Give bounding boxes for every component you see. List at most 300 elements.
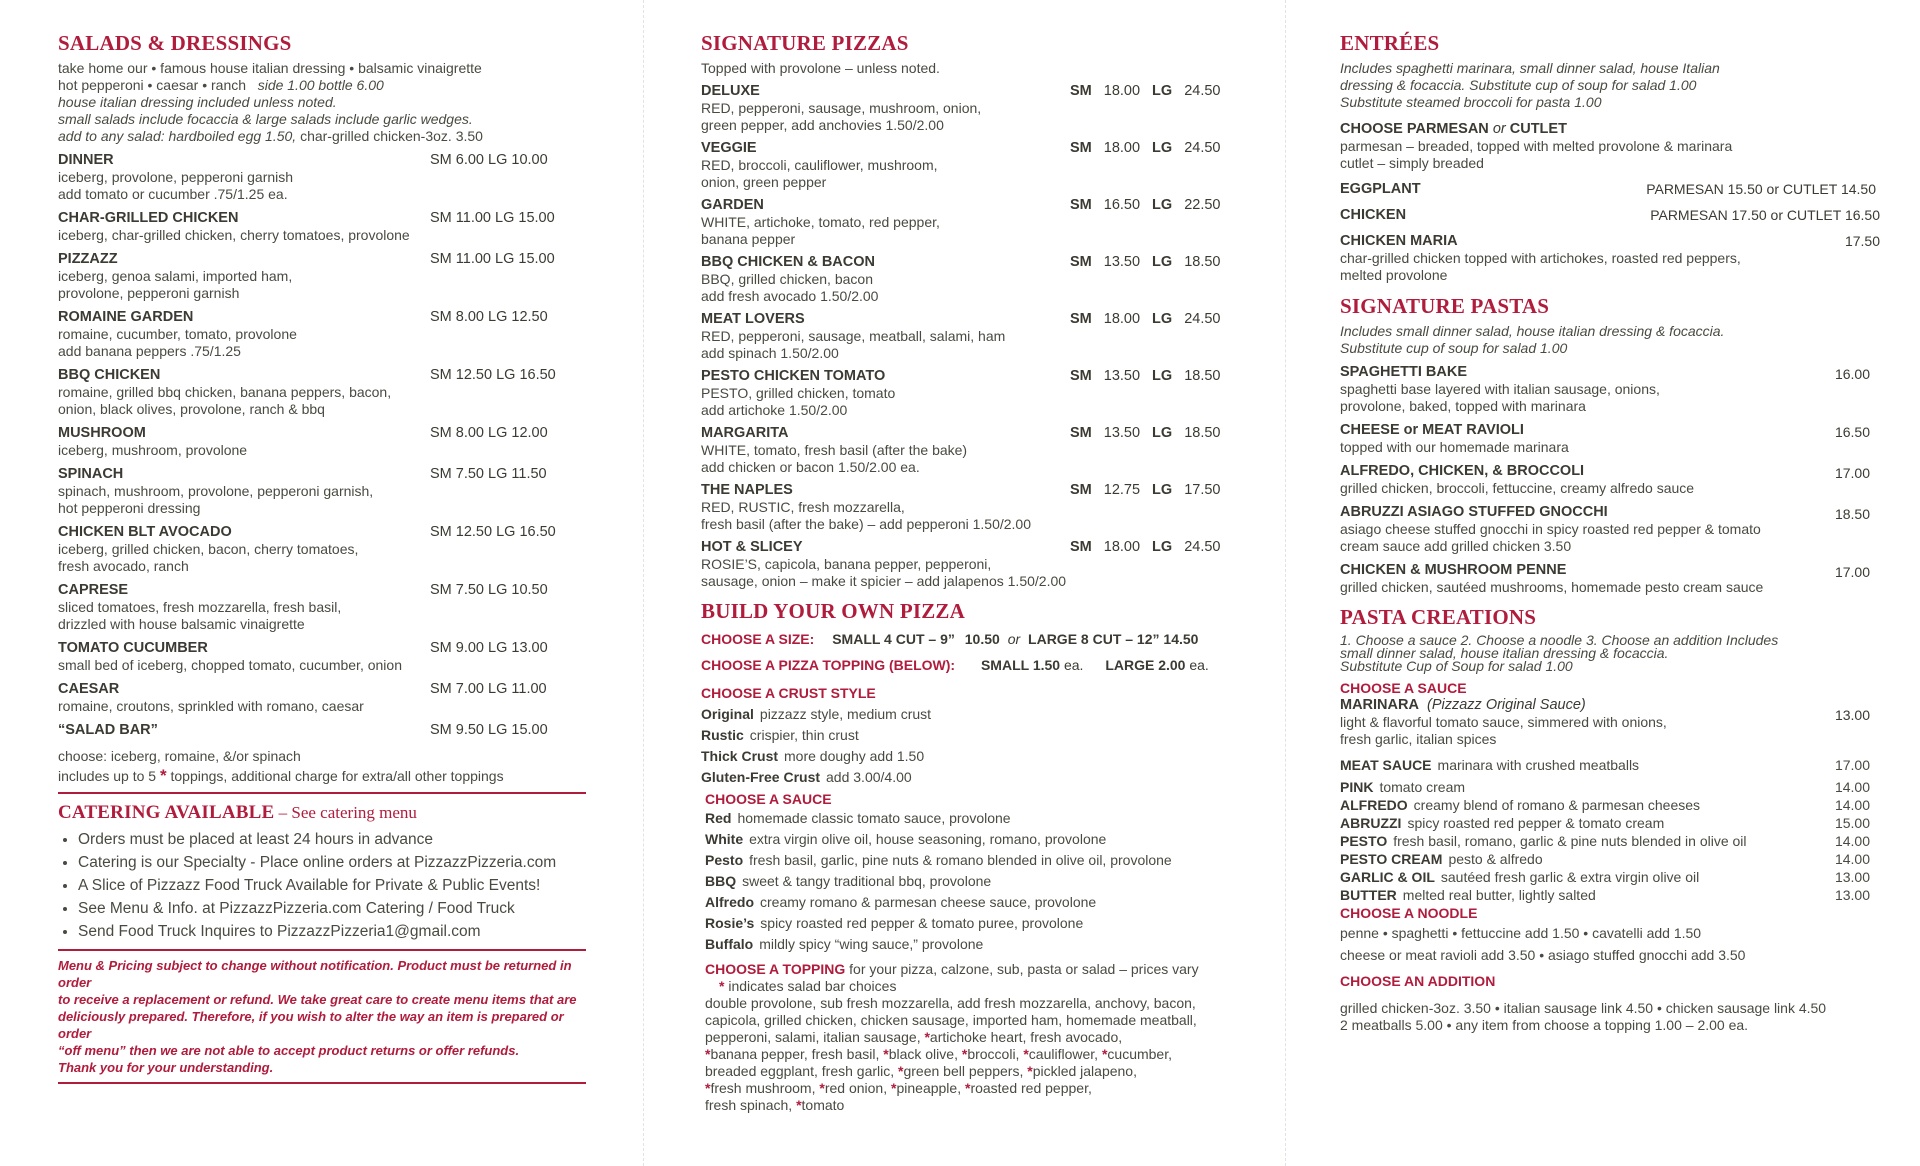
item-name: VEGGIE (701, 140, 757, 156)
step-line: small dinner salad, house italian dressing & focaccia. (1340, 645, 1669, 661)
price-large: 24.50 (1184, 83, 1221, 99)
menu-item-salad (58, 640, 588, 674)
step-line: 1. Choose a sauce 2. Choose a noodle 3. Choose an addition Includes (1340, 632, 1779, 648)
price-small: 13.50 (1103, 368, 1141, 384)
item-description: asiago cheese stuffed gnocchi in spicy roasted red pepper & tomato (1340, 521, 1761, 537)
sauce-price: 17.00 (1834, 757, 1870, 773)
item-price: SM 9.00 LG 13.00 (430, 640, 548, 656)
menu-item-salad (58, 251, 588, 302)
price-large: 24.50 (1184, 140, 1221, 156)
sauce-option (705, 934, 1256, 955)
crust-option (701, 746, 1256, 767)
price-large: 24.50 (1184, 539, 1221, 555)
pizza-sauce-list (705, 808, 1256, 955)
menu-item-salad (58, 582, 588, 633)
item-description: light & flavorful tomato sauce, simmered with onions, (1340, 714, 1667, 730)
item-description: sausage, onion – make it spicier – add jalapenos 1.50/2.00 (701, 573, 1067, 589)
item-name: SPINACH (58, 466, 124, 482)
item-name: PESTO CHICKEN TOMATO (701, 368, 886, 384)
item-description: char-grilled chicken topped with artichokes, roasted red peppers, (1340, 250, 1741, 266)
salad-bar-star-icon: * (819, 1080, 825, 1096)
price-small: 13.50 (1103, 425, 1141, 441)
menu-item-salad (58, 210, 588, 244)
choose-parmesan-cutlet: CHOOSE PARMESAN or CUTLET parmesan – breaded, topped with melted provolone & marinara cutlet – simply breaded (1340, 121, 1880, 172)
addition-heading: CHOOSE AN ADDITION (1340, 973, 1496, 989)
price-large: 22.50 (1184, 197, 1221, 213)
item-price (1070, 254, 1220, 271)
pasta-sauce-option (1340, 814, 1880, 832)
section-title-pizzas: SIGNATURE PIZZAS (701, 31, 909, 55)
item-price (1070, 197, 1220, 214)
item-description: spaghetti base layered with italian sausage, onions, (1340, 381, 1660, 397)
topping-line: *fresh mushroom, *red onion, *pineapple, *roasted red pepper, (705, 1080, 1092, 1096)
entrees-intro (1340, 60, 1880, 111)
item-price: SM 9.50 LG 15.00 (430, 722, 548, 738)
section-title-pastas: SIGNATURE PASTAS (1340, 294, 1550, 318)
topping-line: fresh spinach, *tomato (705, 1097, 845, 1113)
crust-description: add 3.00/4.00 (826, 769, 912, 785)
crust-name: Gluten-Free Crust (701, 769, 821, 785)
item-price (1070, 482, 1220, 499)
size-label: SM (1070, 425, 1092, 441)
salad-bar-star-icon: * (924, 1029, 930, 1045)
item-description: cream sauce add grilled chicken 3.50 (1340, 538, 1572, 554)
crust-option (701, 704, 1256, 725)
sauce-description: spicy roasted red pepper & tomato cream (1407, 815, 1665, 831)
item-name: CHICKEN & MUSHROOM PENNE (1340, 562, 1567, 578)
pasta-sauce-option (1340, 850, 1880, 868)
menu-item-pizza (701, 311, 1256, 362)
menu-item-pasta (1340, 364, 1880, 415)
sauce-name: PESTO CREAM (1340, 851, 1443, 867)
item-name: ALFREDO, CHICKEN, & BROCCOLI (1340, 463, 1585, 479)
creations-sauce-heading: CHOOSE A SAUCE (1340, 680, 1467, 696)
menu-item-salad (58, 681, 588, 715)
item-description: fresh avocado, ranch (58, 558, 189, 574)
step-line: Substitute Cup of Soup for salad 1.00 (1340, 658, 1573, 674)
item-description: RED, pepperoni, sausage, meatball, salami, ham (701, 328, 1006, 344)
addition-line: grilled chicken-3oz. 3.50 • italian sausage link 4.50 • chicken sausage link 4.50 (1340, 1000, 1827, 1016)
section-title-creations: PASTA CREATIONS (1340, 605, 1537, 629)
topping-line: capicola, grilled chicken, chicken sausage, imported ham, homemade meatball, (705, 1012, 1197, 1028)
sauce-option (705, 829, 1256, 850)
menu-item-salad (58, 722, 588, 739)
size-label: LG (1152, 83, 1173, 99)
sauce-name: Alfredo (705, 894, 754, 910)
disclaimer (58, 957, 588, 1076)
item-description: sliced tomatoes, fresh mozzarella, fresh basil, (58, 599, 342, 615)
item-name: TOMATO CUCUMBER (58, 640, 208, 656)
item-description: melted provolone (1340, 267, 1448, 283)
item-price: SM 11.00 LG 15.00 (430, 210, 555, 226)
item-name: DELUXE (701, 83, 760, 99)
crust-name: Original (701, 706, 754, 722)
size-label: LG (1152, 539, 1173, 555)
item-name: DINNER (58, 152, 114, 168)
item-price: 17.00 (1834, 564, 1870, 580)
disclaimer-line: Thank you for your understanding. (58, 1060, 274, 1075)
item-description: fresh basil (after the bake) – add pepperoni 1.50/2.00 (701, 516, 1031, 532)
topping-price-row: CHOOSE A PIZZA TOPPING (BELOW): SMALL 1.50 ea. LARGE 2.00 ea. (701, 657, 1209, 673)
item-description: RED, RUSTIC, fresh mozzarella, (701, 499, 905, 515)
price-large: 18.50 (1184, 425, 1221, 441)
divider-line (58, 1082, 586, 1084)
topping-line: double provolone, sub fresh mozzarella, add fresh mozzarella, anchovy, bacon, (705, 995, 1196, 1011)
column-pizzas (701, 30, 1256, 1114)
menu-item-salad (58, 524, 588, 575)
creations-steps (1340, 634, 1880, 673)
item-price (1070, 425, 1220, 442)
menu-item-pizza (701, 140, 1256, 191)
salad-list (58, 152, 588, 739)
item-price: SM 7.00 LG 11.00 (430, 681, 547, 697)
noodle-list (1340, 922, 1880, 966)
item-price: 18.50 (1834, 506, 1870, 522)
sauce-description: creamy romano & parmesan cheese sauce, provolone (760, 894, 1097, 910)
column-salads (58, 30, 588, 1090)
menu-item-pizza (701, 83, 1256, 134)
divider-line (58, 949, 586, 951)
addition-list (1340, 1000, 1880, 1034)
crust-description: crispier, thin crust (749, 727, 859, 743)
sauce-name: BBQ (705, 873, 737, 889)
disclaimer-line: “off menu” then we are not able to accept product returns or offer refunds. (58, 1043, 520, 1058)
menu-item-chicken-maria: CHICKEN MARIA 17.50 char-grilled chicken topped with artichokes, roasted red peppers, melted provolone (1340, 233, 1880, 283)
item-description: RED, broccoli, cauliflower, mushroom, (701, 157, 938, 173)
column-divider (643, 0, 644, 1166)
price-large: 18.50 (1184, 368, 1221, 384)
item-name: CAPRESE (58, 582, 129, 598)
item-price: 16.00 (1834, 366, 1870, 382)
salad-bar-star-icon: * (159, 766, 167, 785)
item-name: CHAR-GRILLED CHICKEN (58, 210, 239, 226)
item-description: iceberg, genoa salami, imported ham, (58, 268, 293, 284)
sauce-description: fresh basil, garlic, pine nuts & romano blended in olive oil, provolone (749, 852, 1172, 868)
section-title-salads: SALADS & DRESSINGS (58, 31, 292, 55)
sauce-description: creamy blend of romano & parmesan cheeses (1413, 797, 1701, 813)
salad-bar-star-icon: * (964, 1080, 971, 1096)
topping-line: breaded eggplant, fresh garlic, *green bell peppers, *pickled jalapeno, (705, 1063, 1137, 1079)
catering-bullet: • See Menu & Info. at PizzazzPizzeria.com Catering / Food Truck (78, 897, 588, 920)
pasta-sauce-option (1340, 752, 1880, 778)
item-description: PESTO, grilled chicken, tomato (701, 385, 896, 401)
intro-line: Substitute cup of soup for salad 1.00 (1340, 340, 1568, 356)
intro-line: Includes spaghetti marinara, small dinner salad, house Italian (1340, 60, 1720, 76)
sauce-description: sweet & tangy traditional bbq, provolone (742, 873, 992, 889)
size-row: CHOOSE A SIZE: SMALL 4 CUT – 9” 10.50 or LARGE 8 CUT – 12” 14.50 (701, 631, 1199, 647)
salad-bar-star-icon: * (719, 978, 725, 994)
salad-bar-star-icon: * (1027, 1063, 1033, 1079)
item-name: HOT & SLICEY (701, 539, 803, 555)
item-name: BBQ CHICKEN & BACON (701, 254, 875, 270)
item-name: MEAT LOVERS (701, 311, 805, 327)
divider-line (58, 792, 586, 794)
item-description: fresh garlic, italian spices (1340, 731, 1497, 747)
item-description: onion, black olives, provolone, ranch & bbq (58, 401, 325, 417)
pasta-sauce-option (1340, 832, 1880, 850)
item-description: romaine, croutons, sprinkled with romano, caesar (58, 698, 364, 714)
catering-bullet: • Send Food Truck Inquires to PizzazzPizzeria1@gmail.com (78, 920, 588, 943)
price-small: 18.00 (1103, 311, 1141, 327)
noodle-line: cheese or meat ravioli add 3.50 • asiago stuffed gnocchi add 3.50 (1340, 947, 1746, 963)
sauce-heading: CHOOSE A SAUCE (705, 791, 832, 807)
item-description: parmesan – breaded, topped with melted provolone & marinara (1340, 138, 1733, 154)
pizza-list (701, 83, 1256, 590)
size-label: LG (1152, 368, 1173, 384)
item-price: 17.00 (1834, 465, 1870, 481)
price-small: 13.50 (1103, 254, 1141, 270)
menu-item-pasta (1340, 562, 1880, 596)
sauce-price: 13.00 (1834, 887, 1870, 903)
topping-section: CHOOSE A TOPPING for your pizza, calzone, sub, pasta or salad – prices vary * indicates salad bar choices double provolone, sub fresh mozzarella, add fresh mozzarella, anchovy, bacon, capicola, grilled chicken, chicken sausage, imported ham, homemade meatball, pepperoni, salami, italian sausage, *artichoke heart, fresh avocado, *banana pepper, fresh basil, *black olive, *broccoli, *cauliflower, *cucumber, breaded eggplant, fresh garlic, *green bell peppers, *pickled jalapeno, *fresh mushroom, *red onion, *pineapple, *roasted red pepper, fresh spinach, *tomato (705, 960, 1256, 1114)
crust-name: Thick Crust (701, 748, 779, 764)
item-description: grilled chicken, broccoli, fettuccine, creamy alfredo sauce (1340, 480, 1695, 496)
item-description: ROSIE’S, capicola, banana pepper, pepperoni, (701, 556, 992, 572)
sauce-name: PESTO (1340, 833, 1388, 849)
intro-line: Includes small dinner salad, house italian dressing & focaccia. (1340, 323, 1725, 339)
salad-bar-star-icon: * (1101, 1046, 1108, 1062)
item-name: GARDEN (701, 197, 764, 213)
disclaimer-line: deliciously prepared. Therefore, if you wish to alter the way an item is prepared or order (58, 1009, 564, 1041)
menu-item-pizza (701, 539, 1256, 590)
item-price: SM 6.00 LG 10.00 (430, 152, 548, 168)
item-description: add fresh avocado 1.50/2.00 (701, 288, 879, 304)
item-description: add banana peppers .75/1.25 (58, 343, 241, 359)
menu-item-eggplant: EGGPLANT PARMESAN 15.50 or CUTLET 14.50 (1340, 181, 1876, 197)
size-label: LG (1152, 311, 1173, 327)
sauce-price: 14.00 (1834, 833, 1870, 849)
item-description: RED, pepperoni, sausage, mushroom, onion, (701, 100, 982, 116)
item-description: provolone, pepperoni garnish (58, 285, 240, 301)
menu-item-pizza (701, 197, 1256, 248)
sauce-option (705, 850, 1256, 871)
sauce-description: spicy roasted red pepper & tomato puree, provolone (760, 915, 1084, 931)
crust-heading: CHOOSE A CRUST STYLE (701, 685, 876, 701)
catering-bullet: • A Slice of Pizzazz Food Truck Available for Private & Public Events! (78, 874, 588, 897)
catering-bullet: • Catering is our Specialty - Place online orders at PizzazzPizzeria.com (78, 851, 588, 874)
price-small: 16.50 (1103, 197, 1141, 213)
disclaimer-line: Menu & Pricing subject to change without notification. Product must be returned in order (58, 958, 572, 990)
size-label: LG (1152, 140, 1173, 156)
item-price: SM 11.00 LG 15.00 (430, 251, 555, 267)
sauce-name: PINK (1340, 779, 1374, 795)
item-description: WHITE, artichoke, tomato, red pepper, (701, 214, 940, 230)
item-price (1070, 368, 1220, 385)
sauce-price: 14.00 (1834, 797, 1870, 813)
price-large: 24.50 (1184, 311, 1221, 327)
salads-intro: take home our • famous house italian dressing • balsamic vinaigrette hot pepperoni • caesar • ranch side 1.00 bottle 6.00 house italian dressing included unless noted. small salads include focaccia & large salads include garlic wedges. add to any salad: hardboiled egg 1.50, char-grilled chicken-3oz. 3.50 (58, 60, 483, 144)
menu-item-salad (58, 466, 588, 517)
item-name: ROMAINE GARDEN (58, 309, 194, 325)
item-name: CAESAR (58, 681, 120, 697)
item-description: iceberg, provolone, pepperoni garnish (58, 169, 294, 185)
section-title-byo: BUILD YOUR OWN PIZZA (701, 599, 965, 623)
item-price (1070, 83, 1220, 100)
price-small: 18.00 (1103, 83, 1141, 99)
menu-item-pasta (1340, 422, 1880, 456)
item-description: romaine, grilled bbq chicken, banana peppers, bacon, (58, 384, 392, 400)
item-description: hot pepperoni dressing (58, 500, 201, 516)
crust-description: pizzazz style, medium crust (759, 706, 932, 722)
intro-line: dressing & focaccia. Substitute cup of soup for salad 1.00 (1340, 77, 1697, 93)
menu-item-pizza (701, 482, 1256, 533)
menu-item-salad (58, 367, 588, 418)
salad-bar-star-icon: * (898, 1063, 904, 1079)
topping-line: pepperoni, salami, italian sausage, *artichoke heart, fresh avocado, (705, 1029, 1123, 1045)
sauce-description: sautéed fresh garlic & extra virgin olive oil (1440, 869, 1700, 885)
sauce-name: MEAT SAUCE (1340, 757, 1432, 773)
sauce-name: GARLIC & OIL (1340, 869, 1435, 885)
price-large: 17.50 (1184, 482, 1221, 498)
sauce-description: marinara with crushed meatballs (1437, 757, 1640, 773)
menu-item-pizza (701, 425, 1256, 476)
item-name: MUSHROOM (58, 425, 146, 441)
item-price: SM 8.00 LG 12.50 (430, 309, 548, 325)
noodle-heading: CHOOSE A NOODLE (1340, 905, 1478, 921)
price-small: 18.00 (1103, 140, 1141, 156)
size-label: LG (1152, 254, 1173, 270)
intro-line: Substitute steamed broccoli for pasta 1.00 (1340, 94, 1602, 110)
sauce-description: fresh basil, romano, garlic & pine nuts blended in olive oil (1393, 833, 1747, 849)
sauce-description: tomato cream (1379, 779, 1466, 795)
menu-item-pasta (1340, 463, 1880, 497)
item-description: spinach, mushroom, provolone, pepperoni garnish, (58, 483, 374, 499)
salad-bar-star-icon: * (705, 1080, 711, 1096)
sauce-name: Buffalo (705, 936, 754, 952)
pasta-sauce-option (1340, 796, 1880, 814)
item-price: SM 12.50 LG 16.50 (430, 367, 556, 383)
item-price (1070, 140, 1220, 157)
menu-item-pizza (701, 368, 1256, 419)
item-description: topped with our homemade marinara (1340, 439, 1569, 455)
item-name: ABRUZZI ASIAGO STUFFED GNOCCHI (1340, 504, 1608, 520)
size-label: SM (1070, 254, 1092, 270)
sauce-name: BUTTER (1340, 887, 1397, 903)
sauce-name: ABRUZZI (1340, 815, 1402, 831)
item-description: grilled chicken, sautéed mushrooms, homemade pesto cream sauce (1340, 579, 1764, 595)
menu-item-chicken: CHICKEN PARMESAN 17.50 or CUTLET 16.50 (1340, 207, 1880, 223)
item-description: WHITE, tomato, fresh basil (after the bake) (701, 442, 968, 458)
salad-bar-star-icon: * (1023, 1046, 1029, 1062)
pizzas-intro: Topped with provolone – unless noted. (701, 60, 940, 76)
size-label: SM (1070, 83, 1092, 99)
salad-bar-star-icon: * (705, 1046, 711, 1062)
pasta-sauce-option (1340, 868, 1880, 886)
column-divider (1285, 0, 1286, 1166)
sauce-price: 14.00 (1834, 779, 1870, 795)
item-description: add tomato or cucumber .75/1.25 ea. (58, 186, 288, 202)
crust-list (701, 704, 1256, 788)
sauce-name: White (705, 831, 744, 847)
menu-item-salad (58, 152, 588, 203)
crust-option (701, 725, 1256, 746)
item-name: CHEESE or MEAT RAVIOLI (1340, 422, 1524, 438)
item-description: BBQ, grilled chicken, bacon (701, 271, 873, 287)
topping-line: *banana pepper, fresh basil, *black olive, *broccoli, *cauliflower, *cucumber, (705, 1046, 1172, 1062)
menu-item-salad (58, 309, 588, 360)
item-description: add chicken or bacon 1.50/2.00 ea. (701, 459, 920, 475)
section-title-entrees: ENTRÉES (1340, 31, 1440, 55)
creation-sauce-list (1340, 752, 1880, 904)
addition-line: 2 meatballs 5.00 • any item from choose a topping 1.00 – 2.00 ea. (1340, 1017, 1749, 1033)
item-name: MARGARITA (701, 425, 789, 441)
catering-bullet: • Orders must be placed at least 24 hours in advance (78, 828, 588, 851)
item-name: BBQ CHICKEN (58, 367, 161, 383)
item-name: THE NAPLES (701, 482, 793, 498)
pasta-sauce-option (1340, 778, 1880, 796)
crust-option (701, 767, 1256, 788)
disclaimer-line: to receive a replacement or refund. We take great care to create menu items that are (58, 992, 577, 1007)
pasta-sauce-option (1340, 886, 1880, 904)
item-name: SPAGHETTI BAKE (1340, 364, 1468, 380)
item-price: SM 7.50 LG 10.50 (430, 582, 548, 598)
menu-item-pizza (701, 254, 1256, 305)
item-description: add artichoke 1.50/2.00 (701, 402, 848, 418)
size-label: SM (1070, 140, 1092, 156)
salad-bar-star-icon: * (883, 1046, 889, 1062)
item-description: romaine, cucumber, tomato, provolone (58, 326, 297, 342)
crust-name: Rustic (701, 727, 744, 743)
item-price: SM 12.50 LG 16.50 (430, 524, 556, 540)
column-entrees (1340, 30, 1880, 1034)
item-description: small bed of iceberg, chopped tomato, cucumber, onion (58, 657, 402, 673)
item-name: “SALAD BAR” (58, 722, 158, 738)
item-description: provolone, baked, topped with marinara (1340, 398, 1586, 414)
crust-description: more doughy add 1.50 (784, 748, 925, 764)
item-description: onion, green pepper (701, 174, 827, 190)
sauce-price: 14.00 (1834, 851, 1870, 867)
item-description: green pepper, add anchovies 1.50/2.00 (701, 117, 944, 133)
sauce-description: mildly spicy “wing sauce,” provolone (759, 936, 984, 952)
item-name: CHICKEN BLT AVOCADO (58, 524, 232, 540)
item-name: PIZZAZZ (58, 251, 118, 267)
sauce-description: pesto & alfredo (1448, 851, 1543, 867)
size-label: SM (1070, 311, 1092, 327)
sauce-name: Rosie’s (705, 915, 755, 931)
sauce-description: homemade classic tomato sauce, provolone (737, 810, 1011, 826)
salad-bar-star-icon: * (796, 1097, 802, 1113)
sauce-name: ALFREDO (1340, 797, 1408, 813)
size-label: LG (1152, 482, 1173, 498)
size-label: SM (1070, 539, 1092, 555)
item-description: iceberg, char-grilled chicken, cherry tomatoes, provolone (58, 227, 410, 243)
noodle-line: penne • spaghetti • fettuccine add 1.50 • cavatelli add 1.50 (1340, 925, 1702, 941)
item-price (1070, 311, 1220, 328)
size-label: LG (1152, 197, 1173, 213)
size-label: SM (1070, 368, 1092, 384)
toppings-list (705, 995, 1256, 1114)
price-small: 18.00 (1103, 539, 1141, 555)
sauce-description: melted real butter, lightly salted (1402, 887, 1596, 903)
pastas-intro (1340, 323, 1880, 357)
item-price: SM 7.50 LG 11.50 (430, 466, 547, 482)
sauce-price: 13.00 (1834, 869, 1870, 885)
sauce-option (705, 892, 1256, 913)
salad-bar-star-icon: * (891, 1080, 897, 1096)
sauce-option (705, 913, 1256, 934)
size-label: LG (1152, 425, 1173, 441)
catering-heading: CATERING AVAILABLE – See catering menu (58, 802, 417, 823)
sauce-option (705, 808, 1256, 829)
price-small: 12.75 (1103, 482, 1141, 498)
pasta-list (1340, 364, 1880, 596)
sauce-option (705, 871, 1256, 892)
item-description: add spinach 1.50/2.00 (701, 345, 839, 361)
item-description: drizzled with house balsamic vinaigrette (58, 616, 305, 632)
price-large: 18.50 (1184, 254, 1221, 270)
sauce-name: Red (705, 810, 732, 826)
sauce-description: extra virgin olive oil, house seasoning, romano, provolone (749, 831, 1107, 847)
